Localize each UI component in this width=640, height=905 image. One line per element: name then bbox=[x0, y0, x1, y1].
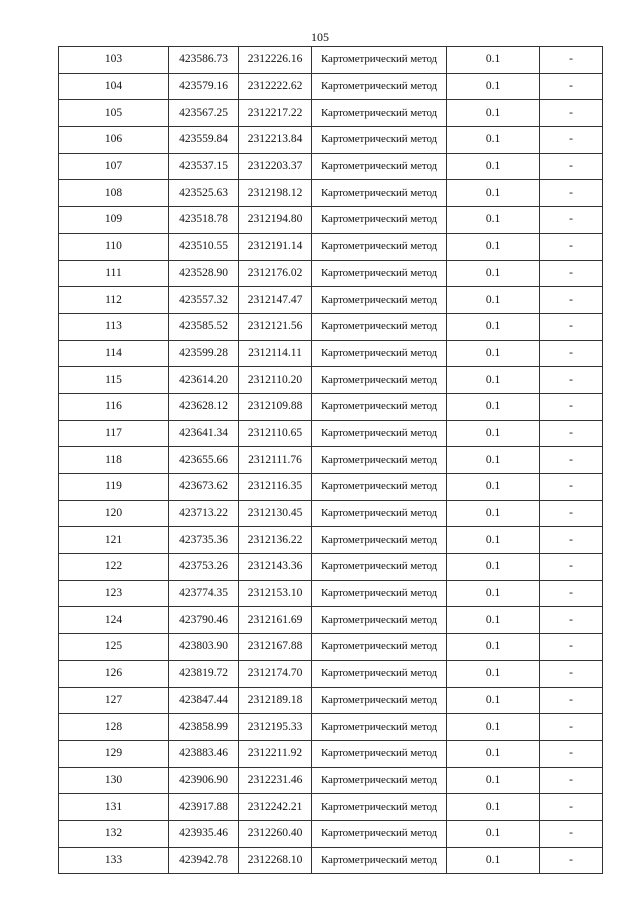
note-cell: - bbox=[540, 127, 603, 154]
point-number-cell: 103 bbox=[59, 47, 169, 74]
point-number-cell: 116 bbox=[59, 393, 169, 420]
accuracy-cell: 0.1 bbox=[447, 393, 540, 420]
y-coordinate-cell: 2312116.35 bbox=[239, 474, 312, 501]
x-coordinate-cell: 423858.99 bbox=[169, 714, 239, 741]
method-cell: Картометрический метод bbox=[312, 794, 447, 821]
coordinates-table bbox=[58, 46, 603, 874]
y-coordinate-cell: 2312189.18 bbox=[239, 687, 312, 714]
table-row bbox=[59, 527, 603, 554]
note-cell: - bbox=[540, 767, 603, 794]
point-number-cell: 123 bbox=[59, 580, 169, 607]
y-coordinate-cell: 2312203.37 bbox=[239, 153, 312, 180]
point-number-cell: 121 bbox=[59, 527, 169, 554]
note-cell: - bbox=[540, 367, 603, 394]
table-row bbox=[59, 714, 603, 741]
method-cell: Картометрический метод bbox=[312, 153, 447, 180]
y-coordinate-cell: 2312226.16 bbox=[239, 47, 312, 74]
x-coordinate-cell: 423906.90 bbox=[169, 767, 239, 794]
table-row bbox=[59, 73, 603, 100]
table-row bbox=[59, 687, 603, 714]
method-cell: Картометрический метод bbox=[312, 500, 447, 527]
note-cell: - bbox=[540, 340, 603, 367]
point-number-cell: 128 bbox=[59, 714, 169, 741]
x-coordinate-cell: 423641.34 bbox=[169, 420, 239, 447]
point-number-cell: 106 bbox=[59, 127, 169, 154]
method-cell: Картометрический метод bbox=[312, 474, 447, 501]
x-coordinate-cell: 423673.62 bbox=[169, 474, 239, 501]
method-cell: Картометрический метод bbox=[312, 607, 447, 634]
accuracy-cell: 0.1 bbox=[447, 207, 540, 234]
method-cell: Картометрический метод bbox=[312, 47, 447, 74]
method-cell: Картометрический метод bbox=[312, 447, 447, 474]
method-cell: Картометрический метод bbox=[312, 260, 447, 287]
note-cell: - bbox=[540, 233, 603, 260]
point-number-cell: 105 bbox=[59, 100, 169, 127]
note-cell: - bbox=[540, 313, 603, 340]
note-cell: - bbox=[540, 660, 603, 687]
method-cell: Картометрический метод bbox=[312, 420, 447, 447]
y-coordinate-cell: 2312130.45 bbox=[239, 500, 312, 527]
table-row bbox=[59, 767, 603, 794]
accuracy-cell: 0.1 bbox=[447, 580, 540, 607]
note-cell: - bbox=[540, 634, 603, 661]
accuracy-cell: 0.1 bbox=[447, 500, 540, 527]
x-coordinate-cell: 423518.78 bbox=[169, 207, 239, 234]
x-coordinate-cell: 423537.15 bbox=[169, 153, 239, 180]
method-cell: Картометрический метод bbox=[312, 287, 447, 314]
y-coordinate-cell: 2312121.56 bbox=[239, 313, 312, 340]
table-row bbox=[59, 233, 603, 260]
point-number-cell: 124 bbox=[59, 607, 169, 634]
note-cell: - bbox=[540, 580, 603, 607]
method-cell: Картометрический метод bbox=[312, 127, 447, 154]
table-row bbox=[59, 500, 603, 527]
table-row bbox=[59, 153, 603, 180]
point-number-cell: 107 bbox=[59, 153, 169, 180]
method-cell: Картометрический метод bbox=[312, 367, 447, 394]
note-cell: - bbox=[540, 447, 603, 474]
x-coordinate-cell: 423753.26 bbox=[169, 554, 239, 581]
table-row bbox=[59, 47, 603, 74]
y-coordinate-cell: 2312195.33 bbox=[239, 714, 312, 741]
y-coordinate-cell: 2312211.92 bbox=[239, 740, 312, 767]
method-cell: Картометрический метод bbox=[312, 393, 447, 420]
y-coordinate-cell: 2312260.40 bbox=[239, 820, 312, 847]
x-coordinate-cell: 423599.28 bbox=[169, 340, 239, 367]
point-number-cell: 111 bbox=[59, 260, 169, 287]
x-coordinate-cell: 423525.63 bbox=[169, 180, 239, 207]
method-cell: Картометрический метод bbox=[312, 100, 447, 127]
accuracy-cell: 0.1 bbox=[447, 420, 540, 447]
y-coordinate-cell: 2312191.14 bbox=[239, 233, 312, 260]
x-coordinate-cell: 423579.16 bbox=[169, 73, 239, 100]
table-row bbox=[59, 634, 603, 661]
accuracy-cell: 0.1 bbox=[447, 607, 540, 634]
x-coordinate-cell: 423528.90 bbox=[169, 260, 239, 287]
y-coordinate-cell: 2312242.21 bbox=[239, 794, 312, 821]
table-row bbox=[59, 660, 603, 687]
point-number-cell: 109 bbox=[59, 207, 169, 234]
accuracy-cell: 0.1 bbox=[447, 767, 540, 794]
accuracy-cell: 0.1 bbox=[447, 73, 540, 100]
y-coordinate-cell: 2312110.20 bbox=[239, 367, 312, 394]
point-number-cell: 114 bbox=[59, 340, 169, 367]
x-coordinate-cell: 423655.66 bbox=[169, 447, 239, 474]
point-number-cell: 129 bbox=[59, 740, 169, 767]
method-cell: Картометрический метод bbox=[312, 740, 447, 767]
accuracy-cell: 0.1 bbox=[447, 367, 540, 394]
table-row bbox=[59, 340, 603, 367]
y-coordinate-cell: 2312213.84 bbox=[239, 127, 312, 154]
y-coordinate-cell: 2312268.10 bbox=[239, 847, 312, 874]
accuracy-cell: 0.1 bbox=[447, 287, 540, 314]
method-cell: Картометрический метод bbox=[312, 847, 447, 874]
note-cell: - bbox=[540, 607, 603, 634]
method-cell: Картометрический метод bbox=[312, 73, 447, 100]
accuracy-cell: 0.1 bbox=[447, 447, 540, 474]
accuracy-cell: 0.1 bbox=[447, 153, 540, 180]
x-coordinate-cell: 423628.12 bbox=[169, 393, 239, 420]
method-cell: Картометрический метод bbox=[312, 634, 447, 661]
coordinates-table-body bbox=[59, 47, 603, 874]
y-coordinate-cell: 2312217.22 bbox=[239, 100, 312, 127]
table-row bbox=[59, 580, 603, 607]
accuracy-cell: 0.1 bbox=[447, 233, 540, 260]
accuracy-cell: 0.1 bbox=[447, 527, 540, 554]
accuracy-cell: 0.1 bbox=[447, 714, 540, 741]
method-cell: Картометрический метод bbox=[312, 660, 447, 687]
x-coordinate-cell: 423585.52 bbox=[169, 313, 239, 340]
y-coordinate-cell: 2312147.47 bbox=[239, 287, 312, 314]
accuracy-cell: 0.1 bbox=[447, 100, 540, 127]
y-coordinate-cell: 2312111.76 bbox=[239, 447, 312, 474]
x-coordinate-cell: 423713.22 bbox=[169, 500, 239, 527]
table-row bbox=[59, 740, 603, 767]
point-number-cell: 133 bbox=[59, 847, 169, 874]
table-row bbox=[59, 287, 603, 314]
point-number-cell: 108 bbox=[59, 180, 169, 207]
accuracy-cell: 0.1 bbox=[447, 687, 540, 714]
point-number-cell: 122 bbox=[59, 554, 169, 581]
note-cell: - bbox=[540, 527, 603, 554]
y-coordinate-cell: 2312222.62 bbox=[239, 73, 312, 100]
accuracy-cell: 0.1 bbox=[447, 740, 540, 767]
table-row bbox=[59, 367, 603, 394]
x-coordinate-cell: 423790.46 bbox=[169, 607, 239, 634]
y-coordinate-cell: 2312231.46 bbox=[239, 767, 312, 794]
point-number-cell: 115 bbox=[59, 367, 169, 394]
x-coordinate-cell: 423819.72 bbox=[169, 660, 239, 687]
accuracy-cell: 0.1 bbox=[447, 260, 540, 287]
y-coordinate-cell: 2312176.02 bbox=[239, 260, 312, 287]
note-cell: - bbox=[540, 153, 603, 180]
y-coordinate-cell: 2312153.10 bbox=[239, 580, 312, 607]
x-coordinate-cell: 423942.78 bbox=[169, 847, 239, 874]
method-cell: Картометрический метод bbox=[312, 313, 447, 340]
y-coordinate-cell: 2312194.80 bbox=[239, 207, 312, 234]
table-row bbox=[59, 820, 603, 847]
method-cell: Картометрический метод bbox=[312, 687, 447, 714]
point-number-cell: 120 bbox=[59, 500, 169, 527]
x-coordinate-cell: 423557.32 bbox=[169, 287, 239, 314]
point-number-cell: 117 bbox=[59, 420, 169, 447]
note-cell: - bbox=[540, 714, 603, 741]
y-coordinate-cell: 2312110.65 bbox=[239, 420, 312, 447]
method-cell: Картометрический метод bbox=[312, 207, 447, 234]
table-row bbox=[59, 474, 603, 501]
method-cell: Картометрический метод bbox=[312, 714, 447, 741]
y-coordinate-cell: 2312143.36 bbox=[239, 554, 312, 581]
y-coordinate-cell: 2312198.12 bbox=[239, 180, 312, 207]
note-cell: - bbox=[540, 687, 603, 714]
accuracy-cell: 0.1 bbox=[447, 794, 540, 821]
accuracy-cell: 0.1 bbox=[447, 660, 540, 687]
table-row bbox=[59, 100, 603, 127]
note-cell: - bbox=[540, 260, 603, 287]
table-row bbox=[59, 794, 603, 821]
accuracy-cell: 0.1 bbox=[447, 474, 540, 501]
point-number-cell: 112 bbox=[59, 287, 169, 314]
note-cell: - bbox=[540, 474, 603, 501]
page-number: 105 bbox=[311, 30, 329, 44]
note-cell: - bbox=[540, 287, 603, 314]
table-row bbox=[59, 554, 603, 581]
accuracy-cell: 0.1 bbox=[447, 340, 540, 367]
point-number-cell: 110 bbox=[59, 233, 169, 260]
point-number-cell: 132 bbox=[59, 820, 169, 847]
method-cell: Картометрический метод bbox=[312, 180, 447, 207]
point-number-cell: 104 bbox=[59, 73, 169, 100]
table-row bbox=[59, 180, 603, 207]
method-cell: Картометрический метод bbox=[312, 767, 447, 794]
x-coordinate-cell: 423510.55 bbox=[169, 233, 239, 260]
accuracy-cell: 0.1 bbox=[447, 313, 540, 340]
method-cell: Картометрический метод bbox=[312, 820, 447, 847]
table-row bbox=[59, 393, 603, 420]
point-number-cell: 113 bbox=[59, 313, 169, 340]
point-number-cell: 131 bbox=[59, 794, 169, 821]
method-cell: Картометрический метод bbox=[312, 527, 447, 554]
note-cell: - bbox=[540, 500, 603, 527]
point-number-cell: 119 bbox=[59, 474, 169, 501]
note-cell: - bbox=[540, 100, 603, 127]
note-cell: - bbox=[540, 847, 603, 874]
x-coordinate-cell: 423935.46 bbox=[169, 820, 239, 847]
note-cell: - bbox=[540, 554, 603, 581]
note-cell: - bbox=[540, 393, 603, 420]
accuracy-cell: 0.1 bbox=[447, 127, 540, 154]
x-coordinate-cell: 423917.88 bbox=[169, 794, 239, 821]
x-coordinate-cell: 423883.46 bbox=[169, 740, 239, 767]
method-cell: Картометрический метод bbox=[312, 340, 447, 367]
method-cell: Картометрический метод bbox=[312, 233, 447, 260]
accuracy-cell: 0.1 bbox=[447, 554, 540, 581]
point-number-cell: 125 bbox=[59, 634, 169, 661]
table-row bbox=[59, 207, 603, 234]
accuracy-cell: 0.1 bbox=[447, 820, 540, 847]
table-row bbox=[59, 313, 603, 340]
note-cell: - bbox=[540, 740, 603, 767]
method-cell: Картометрический метод bbox=[312, 554, 447, 581]
x-coordinate-cell: 423803.90 bbox=[169, 634, 239, 661]
table-row bbox=[59, 260, 603, 287]
table-row bbox=[59, 447, 603, 474]
x-coordinate-cell: 423567.25 bbox=[169, 100, 239, 127]
note-cell: - bbox=[540, 420, 603, 447]
point-number-cell: 130 bbox=[59, 767, 169, 794]
note-cell: - bbox=[540, 73, 603, 100]
y-coordinate-cell: 2312136.22 bbox=[239, 527, 312, 554]
method-cell: Картометрический метод bbox=[312, 580, 447, 607]
note-cell: - bbox=[540, 207, 603, 234]
note-cell: - bbox=[540, 180, 603, 207]
x-coordinate-cell: 423735.36 bbox=[169, 527, 239, 554]
x-coordinate-cell: 423774.35 bbox=[169, 580, 239, 607]
point-number-cell: 127 bbox=[59, 687, 169, 714]
y-coordinate-cell: 2312109.88 bbox=[239, 393, 312, 420]
table-row bbox=[59, 127, 603, 154]
x-coordinate-cell: 423559.84 bbox=[169, 127, 239, 154]
y-coordinate-cell: 2312161.69 bbox=[239, 607, 312, 634]
note-cell: - bbox=[540, 794, 603, 821]
accuracy-cell: 0.1 bbox=[447, 47, 540, 74]
x-coordinate-cell: 423614.20 bbox=[169, 367, 239, 394]
accuracy-cell: 0.1 bbox=[447, 180, 540, 207]
table-row bbox=[59, 847, 603, 874]
y-coordinate-cell: 2312167.88 bbox=[239, 634, 312, 661]
table-row bbox=[59, 420, 603, 447]
y-coordinate-cell: 2312174.70 bbox=[239, 660, 312, 687]
x-coordinate-cell: 423586.73 bbox=[169, 47, 239, 74]
y-coordinate-cell: 2312114.11 bbox=[239, 340, 312, 367]
x-coordinate-cell: 423847.44 bbox=[169, 687, 239, 714]
table-row bbox=[59, 607, 603, 634]
accuracy-cell: 0.1 bbox=[447, 634, 540, 661]
accuracy-cell: 0.1 bbox=[447, 847, 540, 874]
note-cell: - bbox=[540, 47, 603, 74]
point-number-cell: 126 bbox=[59, 660, 169, 687]
point-number-cell: 118 bbox=[59, 447, 169, 474]
note-cell: - bbox=[540, 820, 603, 847]
